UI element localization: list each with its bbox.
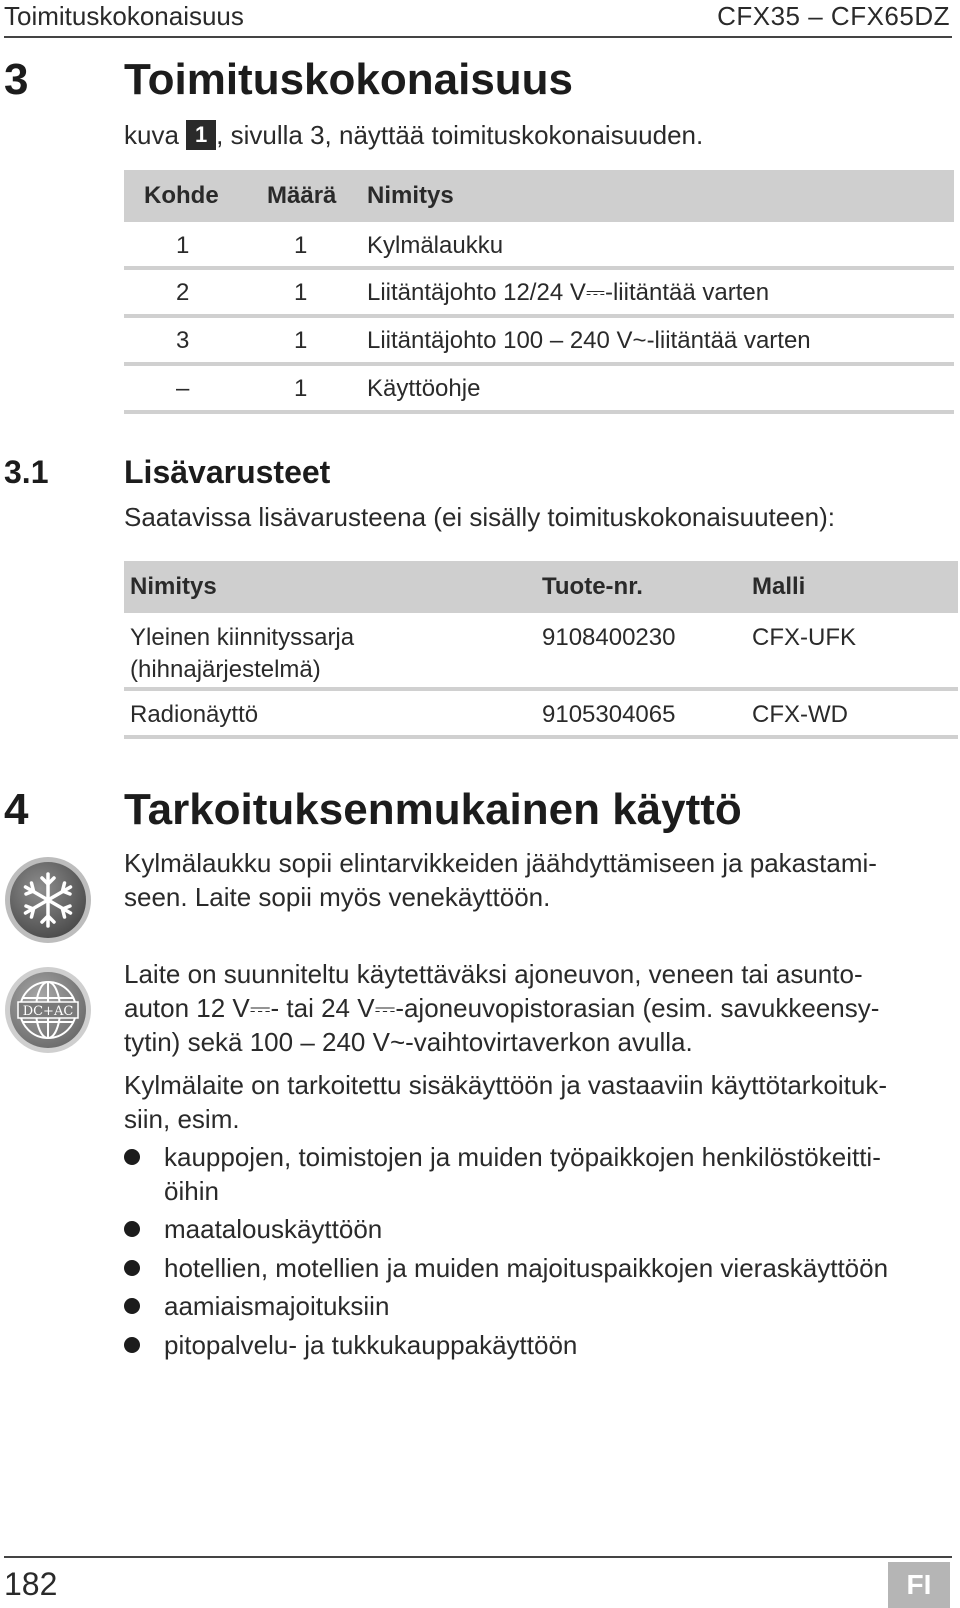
list-item	[124, 1251, 954, 1285]
cell-maara: 1	[294, 327, 308, 354]
paragraph-line: Kylmälaite on tarkoitettu sisäkäyttöön ja vastaaviin käyttötarkoituk-	[124, 1070, 888, 1100]
list-item	[124, 1289, 954, 1323]
cell-kohde: 1	[176, 232, 190, 259]
section-3-1-number: 3.1	[4, 454, 49, 490]
paragraph-line: auton 12 V⎓- tai 24 V⎓-ajoneuvopistorasian (esim. savukkeensy-	[124, 993, 880, 1023]
list-item-text	[164, 1140, 954, 1208]
section-3-intro	[124, 118, 703, 152]
col-header-maara: Määrä	[267, 182, 337, 209]
list-item	[124, 1328, 954, 1362]
bullet-icon	[124, 1298, 140, 1314]
cell-tuote-nr: 9105304065	[542, 701, 676, 728]
cell-maara: 1	[294, 375, 308, 402]
col-header-nimitys: Nimitys	[130, 573, 217, 600]
cell-malli: CFX-WD	[752, 701, 848, 728]
cell-nimitys: Käyttöohje	[367, 375, 481, 402]
cell-nimitys: Radionäyttö	[130, 701, 259, 728]
snowflake-icon	[4, 856, 92, 944]
col-header-malli: Malli	[752, 573, 806, 600]
bullet-icon	[124, 1221, 140, 1237]
list-item-line: kauppojen, toimistojen ja muiden työpaikkojen henkilöstökeitti-	[164, 1142, 881, 1172]
list-item-text: maatalouskäyttöön	[164, 1214, 383, 1244]
running-header-title: Toimituskokonaisuus	[4, 1, 244, 31]
delivery-table-header	[124, 170, 954, 222]
paragraph-line: Kylmälaukku sopii elintarvikkeiden jäähdyttämiseen ja pakastami-	[124, 848, 877, 878]
list-item-line: öihin	[164, 1176, 219, 1206]
paragraph-line: siin, esim.	[124, 1104, 240, 1134]
section-4-paragraph-1	[124, 846, 877, 914]
cell-nimitys-line1: Yleinen kiinnityssarja	[130, 624, 355, 651]
cell-nimitys	[130, 622, 354, 686]
cell-nimitys: Kylmälaukku	[367, 232, 504, 259]
col-header-kohde: Kohde	[144, 182, 219, 209]
section-4-number: 4	[4, 785, 29, 834]
table-row	[124, 366, 954, 414]
col-header-nimitys: Nimitys	[367, 182, 454, 209]
language-badge: FI	[888, 1562, 950, 1608]
bullet-icon	[124, 1260, 140, 1276]
section-4-paragraph-2	[124, 957, 879, 1059]
paragraph-line: seen. Laite sopii myös venekäyttöön.	[124, 882, 551, 912]
paragraph-line: Laite on suunniteltu käytettäväksi ajoneuvon, veneen tai asunto-	[124, 959, 863, 989]
cell-kohde: 3	[176, 327, 190, 354]
cell-malli: CFX-UFK	[752, 624, 856, 651]
accessories-table-header	[124, 561, 958, 613]
table-row	[124, 691, 958, 739]
cell-maara: 1	[294, 279, 308, 306]
cell-nimitys-line2: (hihnajärjestelmä)	[130, 656, 321, 683]
cell-tuote-nr: 9108400230	[542, 624, 676, 651]
header-rule	[4, 36, 952, 38]
list-item-text: pitopalvelu- ja tukkukauppakäyttöön	[164, 1330, 578, 1360]
list-item	[124, 1140, 954, 1208]
section-3-title: Toimituskokonaisuus	[124, 55, 574, 104]
section-3-1-title: Lisävarusteet	[124, 454, 331, 490]
list-item-text: hotellien, motellien ja muiden majoituspaikkojen vieraskäyttöön	[164, 1253, 889, 1283]
section-4-paragraph-3	[124, 1068, 887, 1136]
table-row	[124, 613, 958, 691]
cell-kohde: 2	[176, 279, 190, 306]
list-item-text: aamiaismajoituksiin	[164, 1291, 390, 1321]
table-row	[124, 222, 954, 270]
accessories-table	[124, 561, 958, 739]
footer-rule	[4, 1556, 952, 1558]
figure-badge: 1	[186, 120, 216, 150]
intro-text-after: , sivulla 3, näyttää toimituskokonaisuuden.	[216, 120, 704, 150]
section-3-number: 3	[4, 55, 29, 104]
bullet-icon	[124, 1149, 140, 1165]
delivery-table	[124, 170, 954, 414]
section-3-1-intro: Saatavissa lisävarusteena (ei sisälly toimituskokonaisuuteen):	[124, 502, 836, 532]
cell-nimitys: Liitäntäjohto 100 – 240 V~-liitäntää varten	[367, 327, 811, 354]
cell-kohde: –	[176, 375, 190, 402]
globe-dc-ac-icon	[4, 966, 92, 1054]
globe-icon-label: DC+AC	[22, 1004, 74, 1019]
intro-text-before: kuva	[124, 120, 187, 150]
running-header-model: CFX35 – CFX65DZ	[717, 1, 950, 31]
section-4-title: Tarkoituksenmukainen käyttö	[124, 785, 742, 834]
cell-maara: 1	[294, 232, 308, 259]
col-header-tuote-nr: Tuote-nr.	[542, 573, 643, 600]
table-row	[124, 318, 954, 366]
bullet-icon	[124, 1337, 140, 1353]
page-number: 182	[4, 1566, 58, 1602]
paragraph-line: tytin) sekä 100 – 240 V~-vaihtovirtaverkon avulla.	[124, 1027, 693, 1057]
list-item	[124, 1212, 954, 1246]
cell-nimitys: Liitäntäjohto 12/24 V⎓-liitäntää varten	[367, 279, 770, 306]
table-row	[124, 270, 954, 318]
